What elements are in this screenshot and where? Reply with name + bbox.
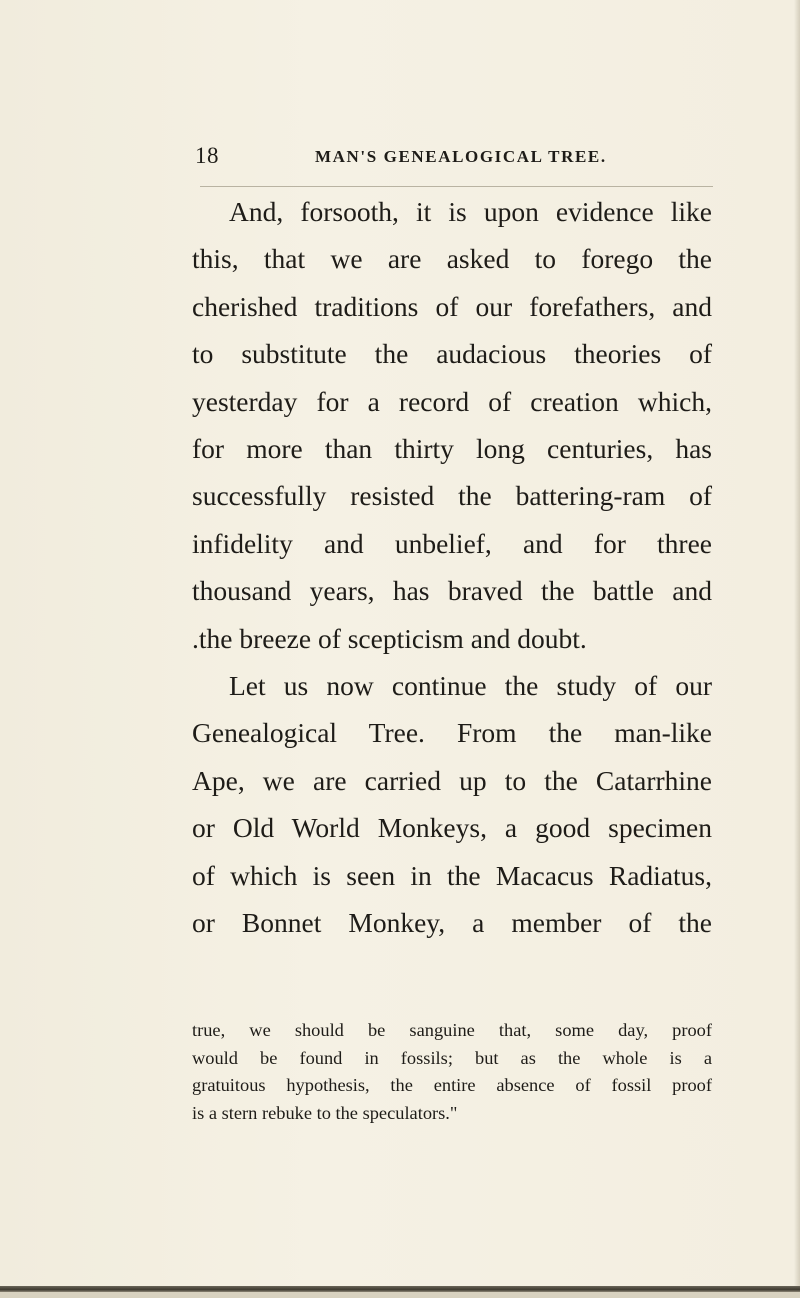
text-line: or Old World Monkeys, a good specimen: [192, 812, 712, 844]
text-line: thousand years, has braved the battle and: [192, 575, 712, 607]
footnote-line: is a stern rebuke to the speculators.": [192, 1103, 458, 1124]
text-line: Genealogical Tree. From the man-like: [192, 717, 712, 749]
page-number: 18: [195, 143, 219, 168]
text-line: successfully resisted the battering-ram of: [192, 480, 712, 512]
text-line: this, that we are asked to forego the: [192, 243, 712, 275]
text-line: .the breeze of scepticism and doubt.: [192, 622, 587, 654]
text-line: yesterday for a record of creation which,: [192, 385, 712, 417]
text-line: or Bonnet Monkey, a member of the: [192, 907, 712, 939]
footnote-line: would be found in fossils; but as the whole is a: [192, 1047, 712, 1068]
page-header: [195, 140, 715, 170]
text-line: cherished traditions of our forefathers, and: [192, 290, 712, 322]
text-line: of which is seen in the Macacus Radiatus,: [192, 859, 712, 891]
text-line: infidelity and unbelief, and for three: [192, 527, 712, 559]
text-line: to substitute the audacious theories of: [192, 338, 712, 370]
text-line: And, forsooth, it is upon evidence like: [229, 196, 712, 227]
bottom-page-edge: [0, 1292, 800, 1298]
page-edge-shadow: [794, 0, 800, 1298]
body-text: [192, 188, 712, 947]
text-line: Ape, we are carried up to the Catarrhine: [192, 764, 712, 796]
header-rule: [200, 186, 713, 187]
footnote-line: gratuitous hypothesis, the entire absence of fossil proof: [192, 1075, 712, 1096]
text-line: for more than thirty long centuries, has: [192, 433, 712, 465]
footnote: [192, 1017, 712, 1128]
footnote-line: true, we should be sanguine that, some day, proof: [192, 1020, 712, 1040]
running-title: MAN'S GENEALOGICAL TREE.: [315, 147, 607, 166]
text-line: Let us now continue the study of our: [229, 670, 712, 702]
